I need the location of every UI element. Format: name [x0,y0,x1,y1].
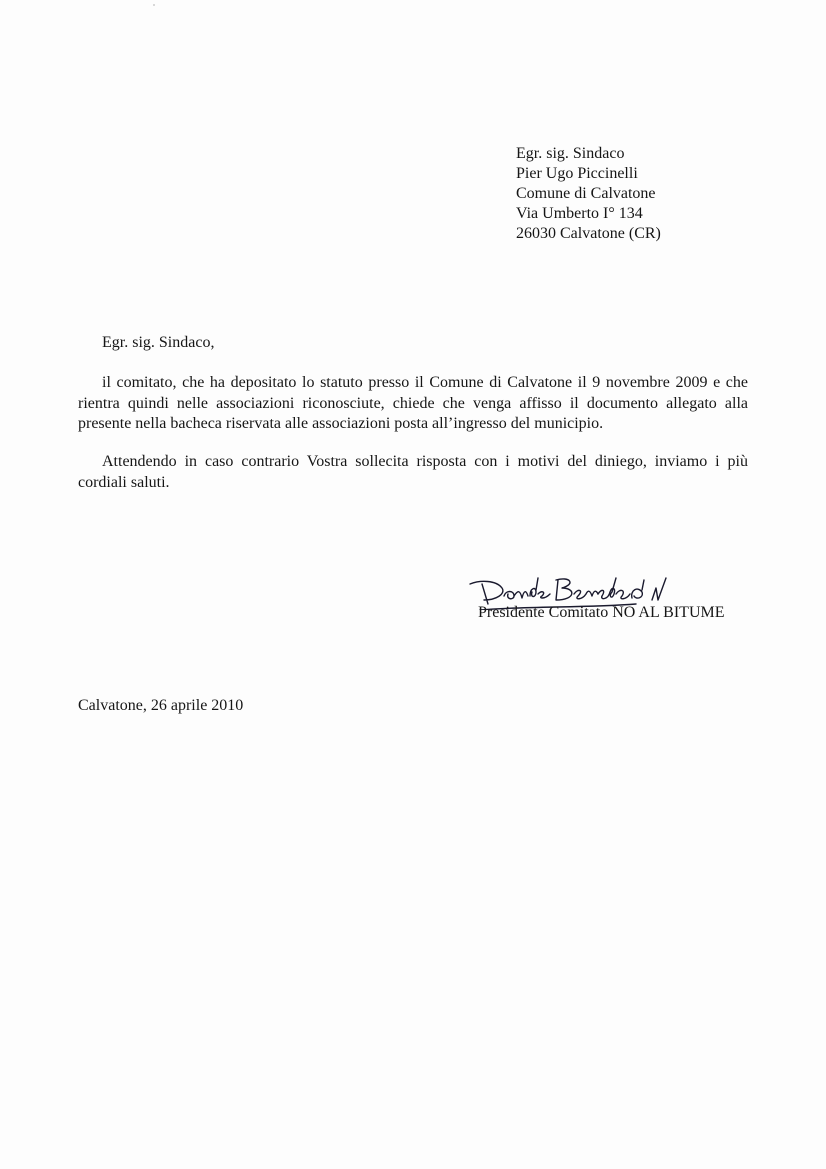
paragraph-1-row-2: rientra quindi nelle associazioni riconosciute, chiede che venga affisso il documento allegato alla [78,394,748,412]
paragraph-2-row-2: cordiali saluti. [78,473,170,491]
salutation: Egr. sig. Sindaco, [102,334,215,351]
recipient-line-2: Pier Ugo Piccinelli [516,165,638,182]
recipient-line-1: Egr. sig. Sindaco [516,145,625,162]
paragraph-2-row-1: Attendendo in caso contrario Vostra sollecita risposta con i motivi del diniego, inviamo i più [102,453,748,470]
recipient-line-4: Via Umberto I° 134 [516,205,643,222]
paragraph-1-row-3: presente nella bacheca riservata alle associazioni posta all’ingresso del municipio. [78,415,604,432]
body-paragraph-2 [78,452,748,493]
signatory-title: Presidente Comitato NO AL BITUME [478,604,725,621]
recipient-line-3: Comune di Calvatone [516,185,656,202]
place-and-date: Calvatone, 26 aprile 2010 [78,697,244,714]
recipient-line-5: 26030 Calvatone (CR) [516,225,661,242]
body-paragraph-1 [78,373,748,435]
scan-speck [153,4,155,6]
paragraph-1-row-1: il comitato, che ha depositato lo statuto presso il Comune di Calvatone il 9 novembre 2009 e che [102,374,748,391]
